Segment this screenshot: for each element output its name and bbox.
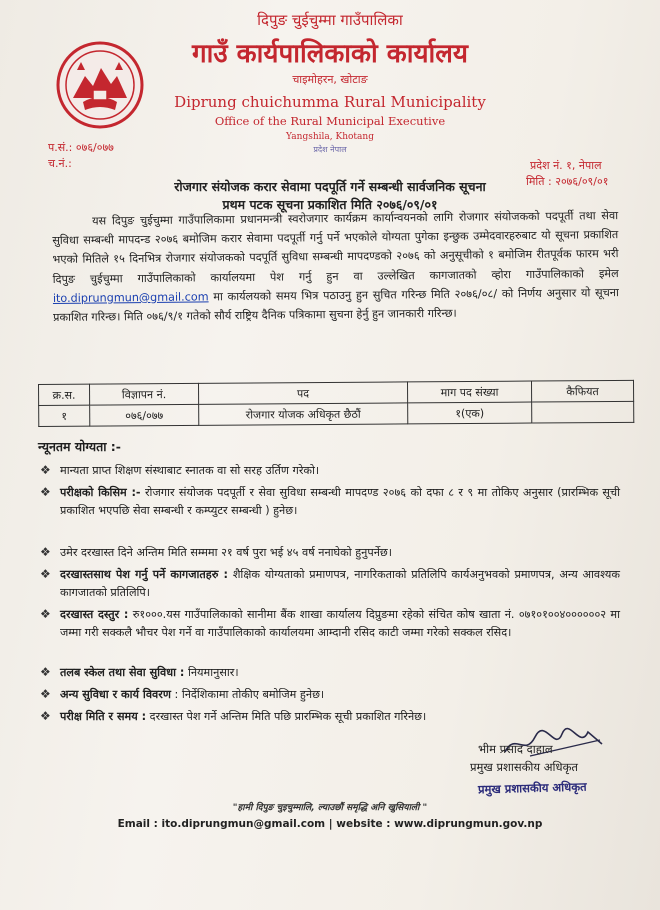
diamond-bullet-icon: ❖ (40, 665, 51, 679)
list-item: ❖ तलब स्केल तथा सेवा सुविधा : नियमानुसार। (60, 664, 620, 682)
list-item: ❖ मान्यता प्राप्त शिक्षण संस्थाबाट स्नातक वा सो सरह उर्तिण गरेको। (60, 462, 620, 480)
column-header: कैफियत (531, 380, 633, 402)
notice-body-part2: मा कार्यलयको समय भित्र पठाउनु हुन सुचित गरिन्छ मिति २०७६/०८/ को निर्णय अनुसार यो सूचना प्रकाशित गरिन्छ। मिति ०७६/९/१ गतेको सौर्य राष्ट्रिय दैनिक पत्रिकामा सुचना हेर्नु हुन जानकारी गरिन्छ। (53, 285, 619, 325)
office-name-en: Office of the Rural Municipal Executive (214, 114, 446, 128)
column-header: माग पद संख्या (407, 381, 531, 403)
notice-subtitle: प्रथम पटक सूचना प्रकाशित मिति २०७६/०९/०१ (222, 197, 438, 212)
table-cell: रोजगार योजक अधिकृत छैठौं (199, 403, 408, 425)
office-name-np: गाउँ कार्यपालिकाको कार्यालय (192, 39, 468, 69)
column-header: विज्ञापन नं. (90, 383, 199, 405)
vacancy-table (38, 380, 634, 427)
diamond-bullet-icon: ❖ (40, 567, 51, 581)
table-row (39, 401, 634, 426)
province-stamp: प्रदेश नेपाल (313, 145, 347, 154)
reference-number: प.सं.: ०७६/०७७ (48, 141, 114, 154)
signatory-name: भीम प्रसाद दाहाल (478, 742, 553, 756)
municipality-name-np: दिपुङ चुईचुम्मा गाउँपालिका (257, 11, 403, 29)
column-header: पद (198, 382, 407, 404)
table-cell: १(एक) (408, 402, 532, 424)
municipality-name-en: Diprung chuichumma Rural Municipality (174, 93, 486, 111)
diamond-bullet-icon: ❖ (40, 607, 51, 621)
list-item: ❖ उमेर दरखास्त दिने अन्तिम मिति सम्ममा २१ वर्ष पुरा भई ४५ वर्ष ननाघेको हुनुपर्नेछ। (60, 544, 620, 562)
table-cell: ०७६/०७७ (90, 404, 199, 426)
diamond-bullet-icon: ❖ (40, 545, 51, 559)
column-header: क्र.स. (39, 384, 90, 405)
issue-date: मिति : २०७६/०९/०१ (526, 175, 609, 188)
notice-body (52, 206, 619, 327)
email-link[interactable]: ito.diprungmun@gmail.com (52, 290, 209, 305)
dispatch-number: च.नं.: (48, 157, 72, 170)
list-item: ❖ परीक्ष मिति र समय : दरखास्त पेश गर्ने अन्तिम मिति पछि प्रारम्भिक सूची प्रकाशित गरिनेछ। (60, 708, 620, 726)
address-en: Yangshila, Khotang (286, 132, 374, 142)
list-item: ❖ अन्य सुविधा र कार्य विवरण : निर्देशिकामा तोकीए बमोजिम हुनेछ। (60, 686, 620, 704)
diamond-bullet-icon: ❖ (40, 709, 51, 723)
designation-stamp: प्रमुख प्रशासकीय अधिकृत (477, 779, 587, 797)
list-item: ❖ दरखास्तसाथ पेश गर्नु पर्ने कागजातहरु : शैक्षिक योग्यताको प्रमाणपत्र, नागरिकताको प्रतिलिपि कार्यअनुभवको प्रमाणपत्र, अन्य आवश्यक कागजातको प्रतिलिपि। (40, 567, 620, 599)
signatory-designation: प्रमुख प्रशासकीय अधिकृत (470, 760, 578, 774)
table-cell: १ (39, 405, 90, 426)
list-item: ❖ परीक्षको किसिम :- रोजगार संयोजक पदपूर्ती र सेवा सुविधा सम्बन्धी मापदण्ड २०७६ को दफा ८ र ९ मा तोकिए अनुसार (प्रारम्भिक सूची प्रकाशित भएपछि सेवा सम्बन्धी र कम्प्युटर सम्बन्धी ) हुनेछ। (40, 485, 620, 517)
province-label: प्रदेश नं. १, नेपाल (530, 159, 602, 172)
footer-contact: Email : ito.diprungmun@gmail.com | website : www.diprungmun.gov.np (117, 818, 543, 830)
qualifications-heading: न्यूनतम योग्यता :- (38, 439, 121, 454)
diamond-bullet-icon: ❖ (40, 485, 51, 499)
list-item: ❖ दरखास्त दस्तुर : रु१०००.यस गाउँपालिकाको सानीमा बैंक शाखा कार्यालय दिप्रुङमा रहेको संचित कोष खाता नं. ०७१०१००४००००००२ मा जम्मा गरी सक्कलै भौचर पेश गर्ने वा गाउँपालिकाको कार्यालयमा आम्दानी रसिद काटी जम्मा गरेको सक्कल रसिद। (40, 607, 620, 639)
notice-body-part1: यस दिपुङ चुईचुम्मा गाउँपालिकामा प्रधानमन्त्री स्वरोजगार कार्यक्रम कार्यान्वयनको लागि रोजगार संयोजकको पदपूर्ती तथा सेवा सुविधा सम्बन्धी मापदन्ड २०७६ बमोजिम करार सेवामा पदपूर्ती गर्नु पर्ने भएकोले योग्यता पुगेका इन्छुक उम्मेदवारहरुबाट यो सूचना प्रकाशित भएको मितिले १५ दिनभित्र रोजगार संयोजकको पदपूर्ति सुविधा सम्बन्धी मापदण्डको २०७६ को अनुसूचीको १ बमोजिम रीतपूर्वक फारम भरी दिपुङ चुईचुम्मा गाउँपालिकाको कार्यालयमा पेश गर्नु हुन वा उल्लेखित कागजातको व्होरा गाउँपालिकाको इमेल (52, 209, 619, 286)
notice-title: रोजगार संयोजक करार सेवामा पदपूर्ति गर्ने सम्बन्धी सार्वजनिक सूचना (174, 179, 486, 194)
diamond-bullet-icon: ❖ (40, 687, 51, 701)
diamond-bullet-icon: ❖ (40, 463, 51, 477)
address-np: चाइमोहरन, खोटाङ (292, 73, 368, 86)
table-cell (532, 401, 634, 423)
footer-slogan: "हामी दिपुङ चुइचुम्मालि, ल्याउछौं समृद्धि अनि खुसियाली " (232, 803, 428, 813)
